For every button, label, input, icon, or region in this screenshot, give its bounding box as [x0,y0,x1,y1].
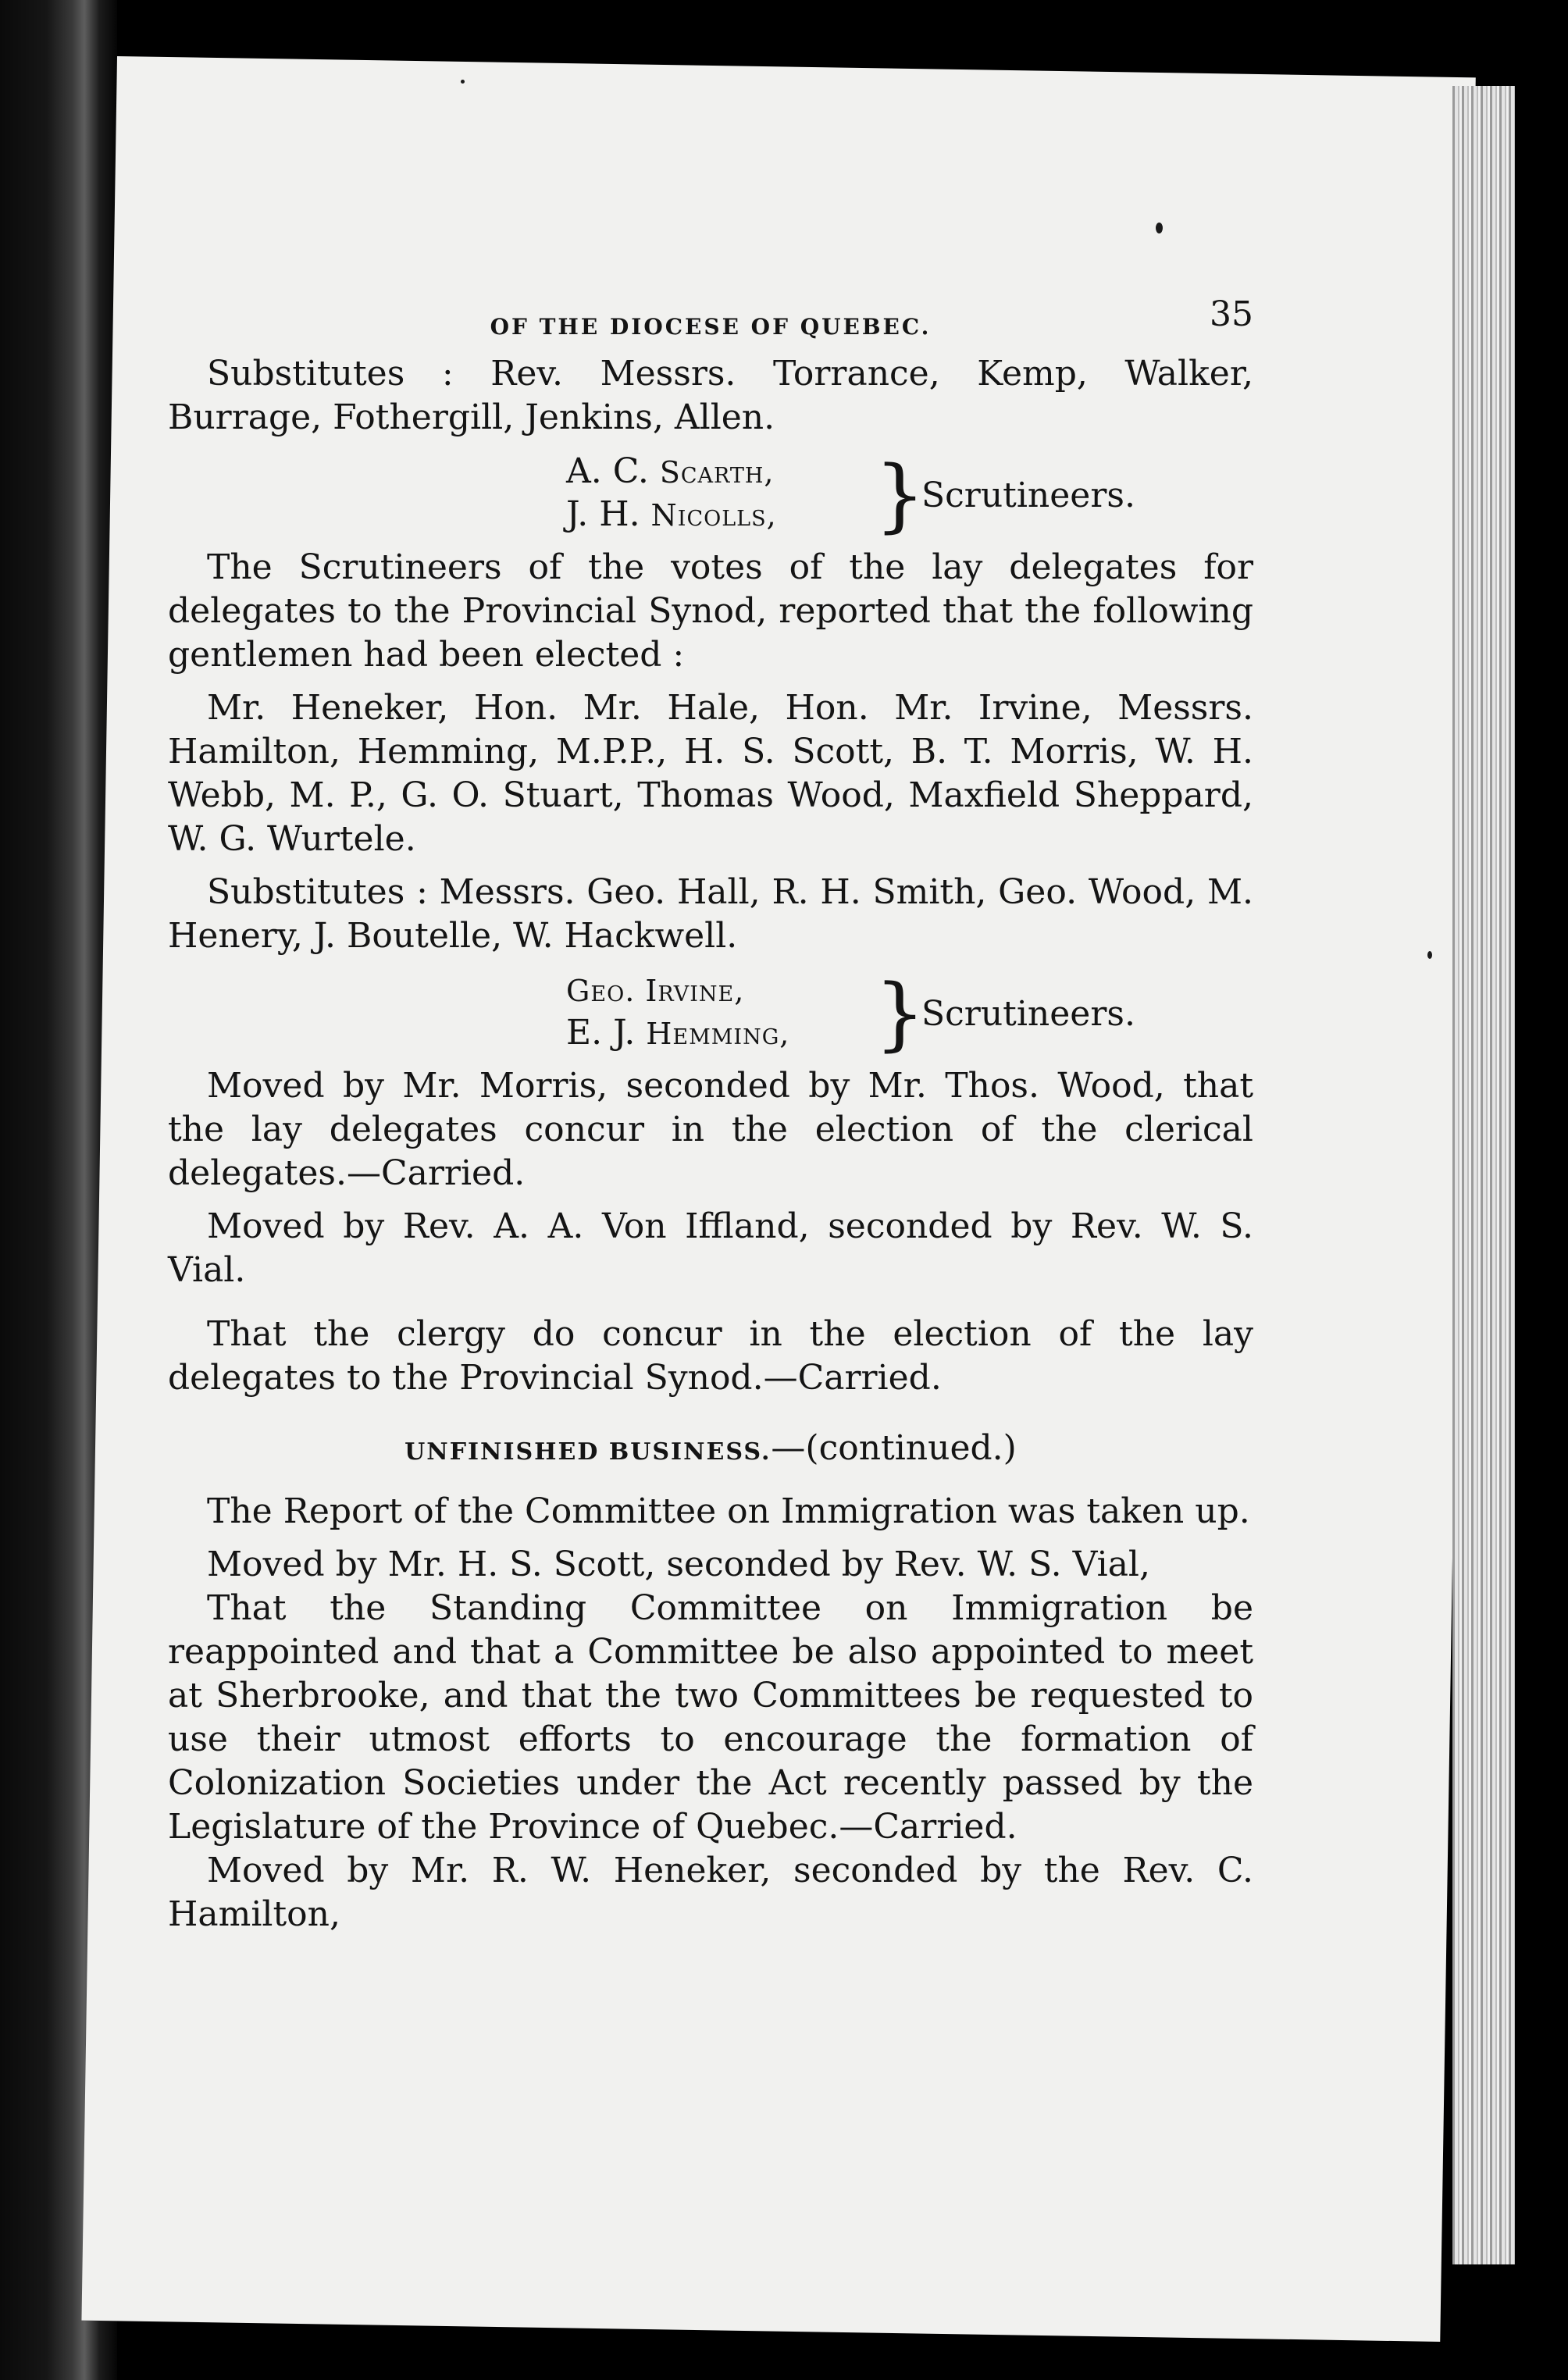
scrutineer-name: Scarth, [659,455,775,490]
speck [1427,951,1432,959]
subheading-caps: UNFINISHED BUSINESS. [404,1438,772,1466]
paragraph-substitutes-lay: Substitutes : Messrs. Geo. Hall, R. H. Smith, Geo. Wood, M. Henery, J. Boutelle, W. Hackwell. [168,872,1253,956]
scrutineer-names: Geo. Irvine, E. J. Hemming, [566,974,790,1053]
right-brace: } [875,967,925,1060]
scrutineers-label: Scrutineers. [921,994,1135,1034]
right-brace: } [875,449,925,542]
page-edges [1452,86,1515,2264]
scrutineer-name: Nicolls, [650,498,777,533]
paragraph-motion-scott: Moved by Mr. H. S. Scott, seconded by Rev. W. S. Vial, [207,1545,1150,1584]
running-title: OF THE DIOCESE OF QUEBEC. [490,314,932,340]
page-text [168,293,1253,1936]
paragraph-immigration-report: The Report of the Committee on Immigration was taken up. [207,1491,1250,1531]
subheading-rest: —(continued.) [771,1428,1017,1468]
scrutineers-label: Scrutineers. [921,476,1135,515]
scrutineer-name: Hemming, [646,1017,790,1051]
page-number: 35 [1210,294,1253,334]
paragraph-lay-delegates: Mr. Heneker, Hon. Mr. Hale, Hon. Mr. Irvine, Messrs. Hamilton, Hemming, M.P.P., H. S. Scott, B. T. Morris, W. H. Webb, M. P., G. O. Stuart, Thomas Wood, Maxfield Sheppard, W. G. Wurtele. [168,688,1253,859]
running-header [168,293,1253,347]
scrutineers-block-1 [168,449,1253,542]
paragraph-clergy-concur: That the clergy do concur in the election of the lay delegates to the Provincial Synod.—Carried. [168,1314,1253,1398]
paragraph-substitutes-clergy: Substitutes : Rev. Messrs. Torrance, Kemp, Walker, Burrage, Fothergill, Jenkins, Allen. [168,354,1253,437]
paragraph-standing-committee: That the Standing Committee on Immigration be reappointed and that a Committee be also appointed to meet at Sherbrooke, and that the two Committees be requested to use their utmost efforts to encourage the formation of Colonization Societies under the Act recently passed by the Legislature of the Province of Quebec.—Carried. [168,1588,1253,1847]
scrutineer-name: Geo. Irvine, [566,974,745,1008]
paragraph-scrutineers-report: The Scrutineers of the votes of the lay delegates for delegates to the Provincial Synod, reported that the following gentlemen had been elected : [168,547,1253,675]
speck [1156,223,1163,233]
section-subheading [168,1427,1253,1474]
scrutineer-names: A. C. Scarth, J. H. Nicolls, [566,451,777,534]
paragraph-motion-morris: Moved by Mr. Morris, seconded by Mr. Thos. Wood, that the lay delegates concur in the election of the clerical delegates.—Carried. [168,1066,1253,1193]
paragraph-motion-heneker: Moved by Mr. R. W. Heneker, seconded by the Rev. C. Hamilton, [168,1851,1253,1934]
paragraph-motion-iffland: Moved by Rev. A. A. Von Iffland, seconded by Rev. W. S. Vial. [168,1206,1253,1290]
scrutineers-block-2 [168,967,1253,1060]
speck [461,80,465,84]
